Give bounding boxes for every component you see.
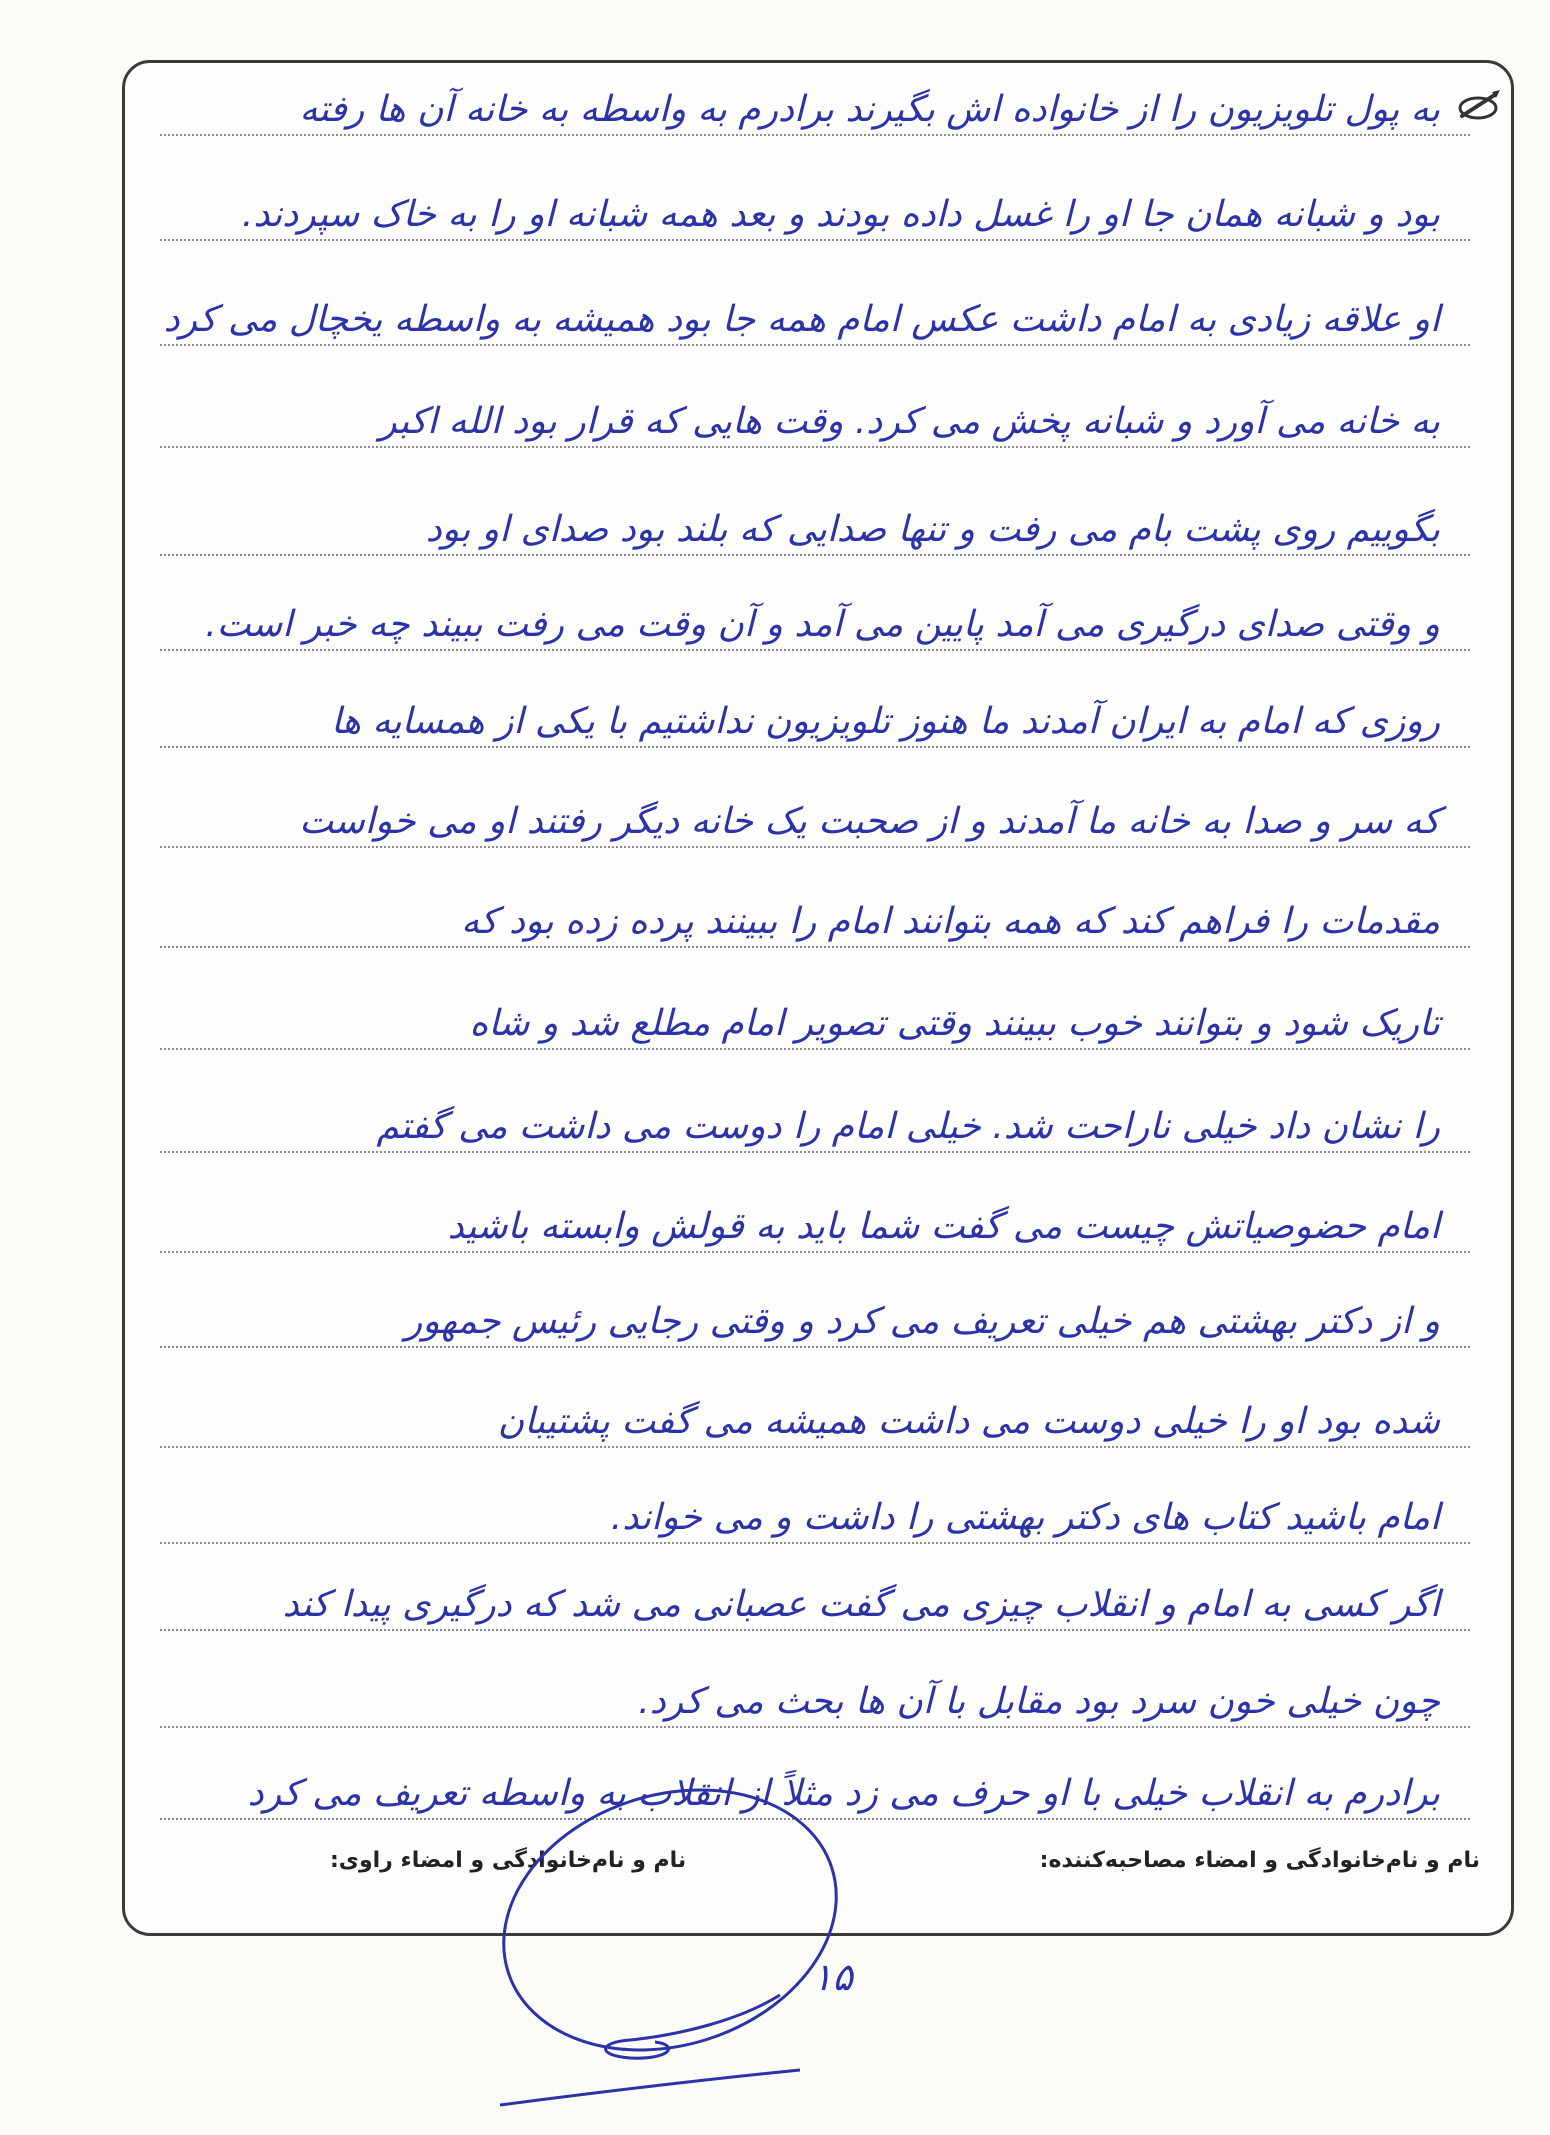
ruled-line <box>160 746 1470 748</box>
signature-scribble <box>480 1780 920 2110</box>
text-line: شده بود او را خیلی دوست می داشت همیشه می گفت پشتیبان <box>497 1401 1440 1442</box>
pen-icon <box>1456 88 1502 122</box>
text-line: او علاقه زیادی به امام داشت عکس امام همه جا بود همیشه به واسطه یخچال می کرد <box>163 299 1440 340</box>
text-line: امام باشید کتاب های دکتر بهشتی را داشت و می خواند. <box>610 1497 1440 1538</box>
interviewer-signature-label: نام و نام‌خانوادگی و امضاء مصاحبه‌کننده: <box>1039 1848 1480 1873</box>
ruled-line <box>160 846 1470 848</box>
ruled-line <box>160 649 1470 651</box>
ruled-line <box>160 446 1470 448</box>
ruled-line <box>160 554 1470 556</box>
text-line: به پول تلویزیون را از خانواده اش بگیرند برادرم به واسطه به خانه آن ها رفته <box>299 89 1440 130</box>
text-line: بود و شبانه همان جا او را غسل داده بودند و بعد همه شبانه او را به خاک سپردند. <box>241 194 1440 235</box>
ruled-line <box>160 946 1470 948</box>
text-line: امام حضوصیاتش چیست می گفت شما باید به قولش وابسته باشید <box>447 1206 1440 1247</box>
ruled-line <box>160 1446 1470 1448</box>
ruled-line <box>160 344 1470 346</box>
page-number: ۱۵ <box>812 1955 853 1999</box>
text-line: روزی که امام به ایران آمدند ما هنوز تلویزیون نداشتیم با یکی از همسایه ها <box>330 701 1440 742</box>
text-line: چون خیلی خون سرد بود مقابل با آن ها بحث می کرد. <box>638 1681 1440 1722</box>
ruled-line <box>160 239 1470 241</box>
ruled-line <box>160 1542 1470 1544</box>
ruled-line <box>160 134 1470 136</box>
ruled-line <box>160 1629 1470 1631</box>
text-line: برادرم به انقلاب خیلی با او حرف می زد مثلاً از انقلاب به واسطه تعریف می کرد <box>247 1773 1440 1814</box>
text-line: را نشان داد خیلی ناراحت شد. خیلی امام را دوست می داشت می گفتم <box>376 1106 1440 1147</box>
ruled-line <box>160 1251 1470 1253</box>
ruled-line <box>160 1726 1470 1728</box>
text-line: اگر کسی به امام و انقلاب چیزی می گفت عصبانی می شد که درگیری پیدا کند <box>282 1584 1440 1625</box>
text-line: به خانه می آورد و شبانه پخش می کرد. وقت هایی که قرار بود الله اکبر <box>379 401 1440 442</box>
text-line: بگوییم روی پشت بام می رفت و تنها صدایی که بلند بود صدای او بود <box>425 509 1440 550</box>
ruled-line <box>160 1151 1470 1153</box>
text-line: و وقتی صدای درگیری می آمد پایین می آمد و آن وقت می رفت ببیند چه خبر است. <box>205 604 1440 645</box>
text-line: و از دکتر بهشتی هم خیلی تعریف می کرد و وقتی رجایی رئیس جمهور <box>404 1301 1440 1342</box>
text-line: که سر و صدا به خانه ما آمدند و از صحبت یک خانه دیگر رفتند او می خواست <box>299 801 1440 842</box>
ruled-line <box>160 1048 1470 1050</box>
text-line: تاریک شود و بتوانند خوب ببینند وقتی تصویر امام مطلع شد و شاه <box>469 1003 1440 1044</box>
narrator-signature-label: نام و نام‌خانوادگی و امضاء راوی: <box>330 1848 687 1873</box>
text-line: مقدمات را فراهم کند که همه بتوانند امام را ببینند پرده زده بود که <box>461 901 1440 942</box>
ruled-line <box>160 1346 1470 1348</box>
